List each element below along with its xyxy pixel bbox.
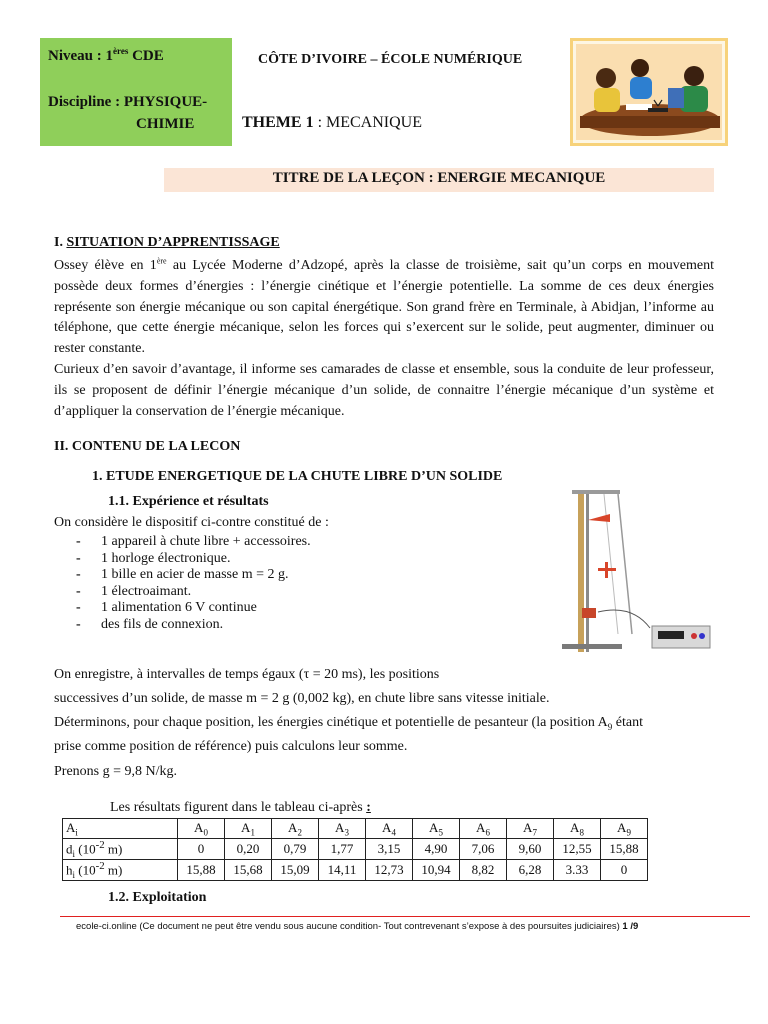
table-cell: 12,73 [366,859,413,880]
country-school-title: CÔTE D’IVOIRE – ÉCOLE NUMÉRIQUE [258,52,523,67]
calculation-sentence-1: Déterminons, pour chaque position, les énergies cinétique et potentielle de pesanteur (la position $A_9$ étant [54,715,643,732]
list-item: - 1 bille en acier de masse m = 2 g. [76,567,311,584]
list-item: - 1 alimentation 6 V continue [76,600,311,617]
table-cell: 4,90 [413,839,460,860]
discipline-label-continued: CHIMIE [136,116,195,132]
list-item: - 1 horloge électronique. [76,551,311,568]
subsection-1-1-heading: 1.1. Expérience et résultats [108,494,269,509]
table-cell: $A_9$ [601,819,648,839]
footer-rule [60,916,750,917]
discipline-label: Discipline : PHYSIQUE- [48,94,208,110]
free-fall-apparatus-photo [542,484,728,662]
section-2-heading: II. CONTENU DE LA LECON [54,439,241,454]
table-cell: $A_8$ [554,819,601,839]
table-cell: 1,77 [319,839,366,860]
learning-situation-paragraph-1: Ossey élève en 1ère au Lycée Moderne d’Adzopé, après la classe de troisième, sait qu’un corps en mouvement possède deux formes d’énergies : l’énergie cinétique et l’énergie potentielle. La somme de ces deux énergies représente son énergie mécanique ou son capital énergétique. Son grand frère en Terminale, à Abidjan, l’informe au téléphone, que cette énergie mécanique, selon les forces qui s’exercent sur le solide, peut augmenter, diminuer ou rester constante. [54,256,714,357]
table-cell: 15,88 [178,859,225,880]
table-cell: 6,28 [507,859,554,880]
table-cell: 8,82 [460,859,507,880]
table-cell: 0 [178,839,225,860]
page-number: 1 /9 [622,921,639,932]
table-cell: 15,88 [601,839,648,860]
table-cell: $A_5$ [413,819,460,839]
learning-situation-paragraph-2: Curieux d’en savoir d’avantage, il informe ses camarades de classe et ensemble, sous la conduite de leur professeur, ils se proposent de définir l’énergie mécanique d’un solide, de connaitre l’énergie mécanique d’un système et d’appliquer la conservation de l’énergie mécanique. [54,362,714,419]
table-cell: 12,55 [554,839,601,860]
students-classroom-illustration [570,38,728,146]
table-intro: Les résultats figurent dans le tableau ci-après : [110,800,371,815]
calculation-sentence-2: prise comme position de référence) puis calculons leur somme. [54,739,408,754]
table-cell: $A_3$ [319,819,366,839]
table-row [63,859,648,880]
table-cell: 3.33 [554,859,601,880]
table-cell: 0,20 [225,839,272,860]
table-cell: 0 [601,859,648,880]
table-cell: $A_4$ [366,819,413,839]
table-cell: 10,94 [413,859,460,880]
table-cell: $A_7$ [507,819,554,839]
row-header-height: $h_i$ ($10^{-2}$ m) [63,859,178,880]
table-row [63,839,648,860]
subsection-1-heading: 1. ETUDE ENERGETIQUE DE LA CHUTE LIBRE D’UN SOLIDE [92,469,503,484]
gravity-value-sentence: Prenons g = 9,8 N/kg. [54,764,178,779]
table-cell: 3,15 [366,839,413,860]
list-item: - 1 appareil à chute libre + accessoires. [76,534,311,551]
table-cell: 15,09 [272,859,319,880]
table-row [63,819,648,839]
results-table [62,818,648,881]
list-item: - 1 électroaimant. [76,584,311,601]
measurement-sentence-2: successives d’un solide, de masse m = 2 g (0,002 kg), en chute libre sans vitesse initiale. [54,691,550,706]
footer-notice: ecole-ci.online (Ce document ne peut être vendu sous aucune condition- Tout contrevenant s’expose à des poursuites judiciaires) 1 /9 [76,921,639,932]
measurement-sentence-1: On enregistre, à intervalles de temps égaux (τ = 20 ms), les positions [54,667,440,682]
table-cell: 0,79 [272,839,319,860]
table-cell: $A_6$ [460,819,507,839]
table-cell: $A_1$ [225,819,272,839]
table-cell: 15,68 [225,859,272,880]
table-cell: $A_0$ [178,819,225,839]
table-cell: 9,60 [507,839,554,860]
lesson-title: TITRE DE LA LEÇON : ENERGIE MECANIQUE [272,170,606,186]
subsection-1-2-heading: 1.2. Exploitation [108,890,207,905]
theme-label: THEME 1 : MECANIQUE [242,114,422,131]
list-item: - des fils de connexion. [76,617,311,634]
apparatus-intro: On considère le dispositif ci-contre constitué de : [54,515,329,530]
table-cell: $A_2$ [272,819,319,839]
table-cell: 14,11 [319,859,366,880]
table-cell: 7,06 [460,839,507,860]
row-header-distance: $d_i$ ($10^{-2}$ m) [63,839,178,860]
equipment-list [76,534,311,634]
section-1-heading: I. SITUATION D’APPRENTISSAGE [54,235,280,250]
row-header-positions: $A_i$ [63,819,178,839]
level-label: Niveau : 1ères CDE [48,46,164,64]
